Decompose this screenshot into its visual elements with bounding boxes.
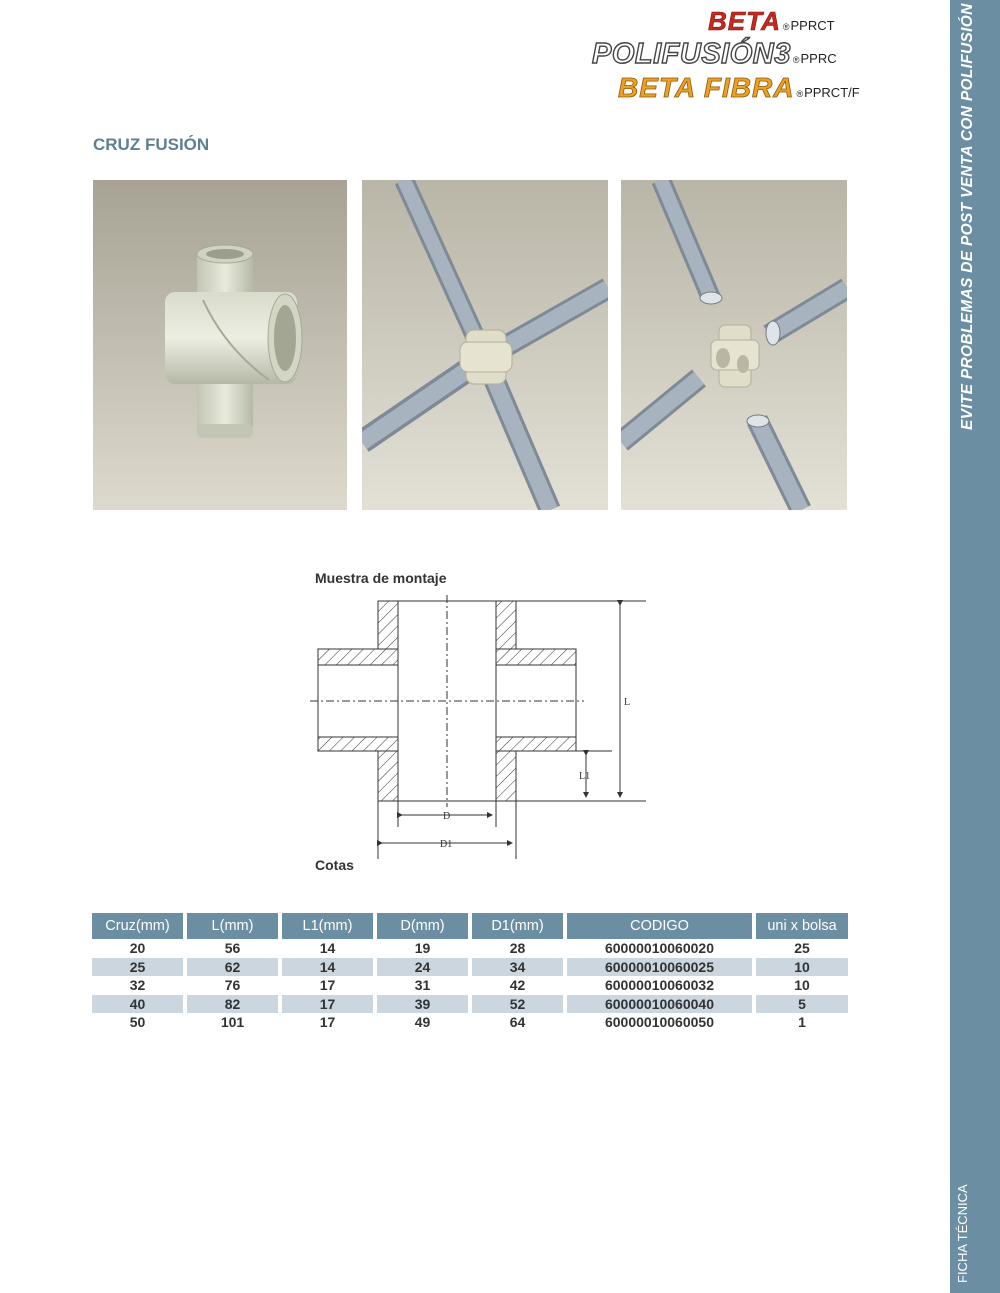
product-photo-exploded [621, 180, 847, 510]
table-cell: 56 [224, 940, 241, 957]
brand-beta-fibra: BETA FIBRA ®PPRCT/F [618, 72, 860, 103]
brand-suffix: PPRCT/F [804, 85, 860, 100]
table-cell: 60000010060020 [604, 940, 714, 957]
table-cell: 5 [756, 995, 848, 1014]
product-photo-fitting [93, 180, 347, 510]
brand-beta: BETA ®PPRCT [708, 6, 835, 36]
technical-drawing [300, 565, 660, 885]
table-cell: 1 [798, 1014, 806, 1031]
ficha-tecnica-text: FICHA TÉCNICA [955, 1184, 970, 1283]
dim-label-d1: D1 [440, 839, 453, 850]
page-title: CRUZ FUSIÓN [93, 135, 210, 154]
table-cell: 60000010060040 [567, 995, 752, 1014]
table-header-row [92, 913, 848, 939]
brand-suffix: PPRCT [790, 18, 835, 33]
table-cell: 28 [509, 940, 526, 957]
table-cell: 17 [319, 977, 336, 994]
spec-table [88, 913, 852, 1032]
col-header: D(mm) [377, 913, 468, 939]
dim-label-l1: L1 [579, 771, 591, 782]
table-cell: 25 [92, 958, 183, 977]
table-cell: 76 [224, 977, 241, 994]
table-cell: 60000010060050 [604, 1014, 714, 1031]
brand-polifusion: POLIFUSIÓN3 ®PPRC [592, 38, 837, 70]
table-cell: 19 [414, 940, 431, 957]
table-row [92, 958, 848, 977]
col-header: Cruz(mm) [92, 913, 183, 939]
col-header: CODIGO [567, 913, 752, 939]
table-cell: 39 [377, 995, 468, 1014]
table-cell: 52 [472, 995, 563, 1014]
table-cell: 62 [187, 958, 278, 977]
brand-suffix: PPRC [800, 51, 837, 66]
col-header: uni x bolsa [756, 913, 848, 939]
brand-name: BETA FIBRA [618, 72, 795, 103]
table-cell: 40 [92, 995, 183, 1014]
table-cell: 50 [129, 1014, 146, 1031]
table-cell: 14 [282, 958, 373, 977]
table-row [92, 939, 848, 958]
table-cell: 20 [129, 940, 146, 957]
table-row [92, 1013, 848, 1032]
table-cell: 32 [129, 977, 146, 994]
brand-name: POLIFUSIÓN3 [592, 38, 791, 70]
table-cell: 10 [756, 958, 848, 977]
dim-label-l: L [624, 697, 631, 708]
table-row [92, 976, 848, 995]
table-cell: 31 [414, 977, 431, 994]
sidebar-footer [955, 1180, 995, 1285]
table-cell: 14 [319, 940, 336, 957]
diagram-caption: Cotas [315, 857, 354, 873]
col-header: L1(mm) [282, 913, 373, 939]
table-cell: 60000010060032 [604, 977, 714, 994]
sidebar-slogan [955, 5, 995, 435]
table-cell: 42 [509, 977, 526, 994]
table-cell: 24 [377, 958, 468, 977]
col-header: D1(mm) [472, 913, 563, 939]
table-cell: 34 [472, 958, 563, 977]
table-cell: 64 [509, 1014, 526, 1031]
product-photo-assembled [362, 180, 608, 510]
table-cell: 49 [414, 1014, 431, 1031]
brand-logos [560, 6, 860, 106]
table-cell: 10 [794, 977, 810, 994]
col-header: L(mm) [187, 913, 278, 939]
diagram-heading: Muestra de montaje [315, 570, 447, 586]
table-cell: 17 [319, 1014, 336, 1031]
slogan-text: EVITE PROBLEMAS DE POST VENTA CON POLIFUSIÓN [959, 3, 976, 430]
table-cell: 17 [282, 995, 373, 1014]
table-row [92, 995, 848, 1014]
table-cell: 60000010060025 [567, 958, 752, 977]
table-cell: 82 [187, 995, 278, 1014]
table-cell: 101 [220, 1014, 245, 1031]
brand-name: BETA [708, 6, 781, 36]
table-cell: 25 [794, 940, 810, 957]
dim-label-d: D [443, 811, 451, 822]
